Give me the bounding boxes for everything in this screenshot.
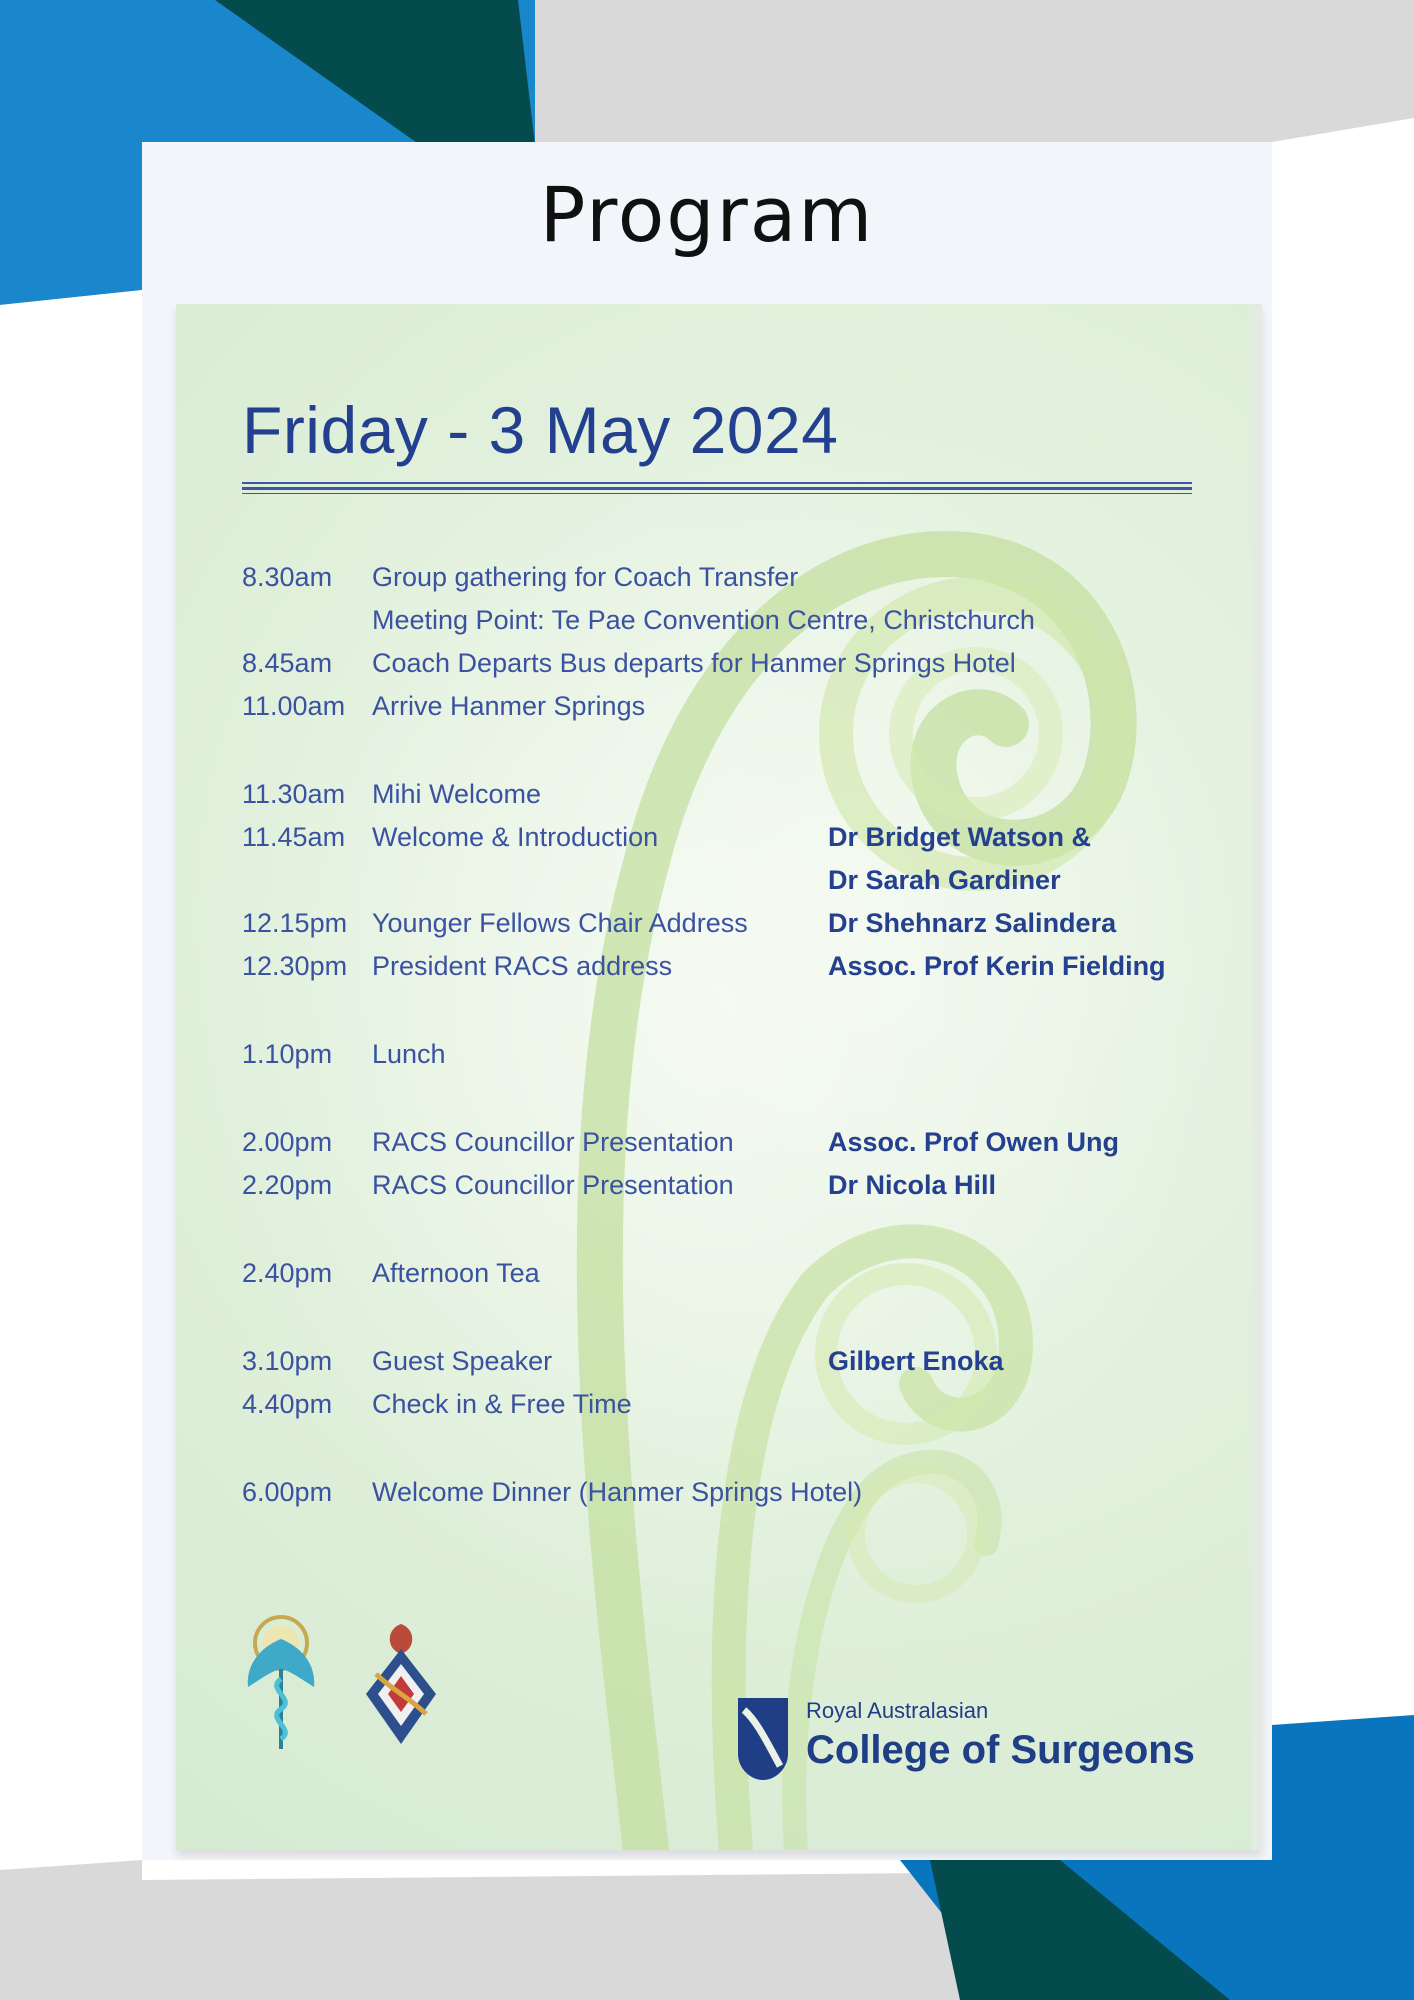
row-speaker: Gilbert Enoka [828,1346,1004,1376]
schedule-row [242,1389,1242,1432]
schedule-row [242,1170,1242,1213]
row-time: 4.40pm [242,1389,333,1419]
schedule-row [242,1477,1242,1520]
row-speaker: Dr Nicola Hill [828,1170,997,1200]
schedule-row [242,1039,1242,1082]
row-time: 11.30am [242,779,346,809]
racs-shield-icon [736,1696,790,1782]
schedule-row [242,822,1242,865]
row-time: 1.10pm [242,1039,333,1069]
row-event: Group gathering for Coach Transfer [372,562,799,592]
row-event: Younger Fellows Chair Address [372,908,748,938]
caduceus-emblem-icon [236,1609,326,1759]
row-speaker: Assoc. Prof Owen Ung [828,1127,1120,1157]
schedule-row [242,1258,1242,1301]
schedule-row [242,648,1242,691]
schedule-row [242,1346,1242,1389]
schedule-row [242,1127,1242,1170]
row-time: 11.00am [242,691,346,721]
row-time: 12.15pm [242,908,348,938]
row-event: RACS Councillor Presentation [372,1127,734,1157]
row-event: Meeting Point: Te Pae Convention Centre, Christchurch [372,605,1035,635]
schedule-row [242,779,1242,822]
schedule-row [242,908,1242,951]
row-speaker: Assoc. Prof Kerin Fielding [828,951,1166,981]
row-event: RACS Councillor Presentation [372,1170,734,1200]
program-flyer [176,304,1262,1850]
row-time: 11.45am [242,822,346,852]
row-event: Afternoon Tea [372,1258,540,1288]
row-event: Coach Departs Bus departs for Hanmer Springs Hotel [372,648,1016,678]
row-time: 12.30pm [242,951,348,981]
schedule-row [242,951,1242,994]
row-time: 2.40pm [242,1258,333,1288]
row-time: 6.00pm [242,1477,333,1507]
row-time: 8.45am [242,648,333,678]
schedule-row [242,691,1242,734]
row-time: 2.20pm [242,1170,333,1200]
row-time: 3.10pm [242,1346,333,1376]
row-event: President RACS address [372,951,673,981]
schedule-row [242,865,1242,908]
racs-logo-line1: Royal Australasian [806,1698,989,1723]
row-event: Lunch [372,1039,446,1069]
day-heading: Friday - 3 May 2024 [242,393,839,467]
row-speaker: Dr Sarah Gardiner [828,865,1061,895]
row-event: Arrive Hanmer Springs [372,691,646,721]
schedule-row [242,605,1242,648]
schedule-row [242,562,1242,605]
row-event: Guest Speaker [372,1346,553,1376]
racs-logo [736,1694,1206,1794]
racs-logo-line2: College of Surgeons [806,1728,1195,1772]
row-event: Welcome Dinner (Hanmer Springs Hotel) [372,1477,863,1507]
row-speaker: Dr Shehnarz Salindera [828,908,1117,938]
page-title: Program [539,170,875,259]
row-event: Check in & Free Time [372,1389,632,1419]
row-speaker: Dr Bridget Watson & [828,822,1091,852]
row-event: Mihi Welcome [372,779,542,809]
row-time: 8.30am [242,562,333,592]
schedule-list [242,562,1242,1520]
maori-emblem-icon [356,1614,446,1754]
row-event: Welcome & Introduction [372,822,659,852]
heading-divider [242,482,1192,494]
row-time: 2.00pm [242,1127,333,1157]
